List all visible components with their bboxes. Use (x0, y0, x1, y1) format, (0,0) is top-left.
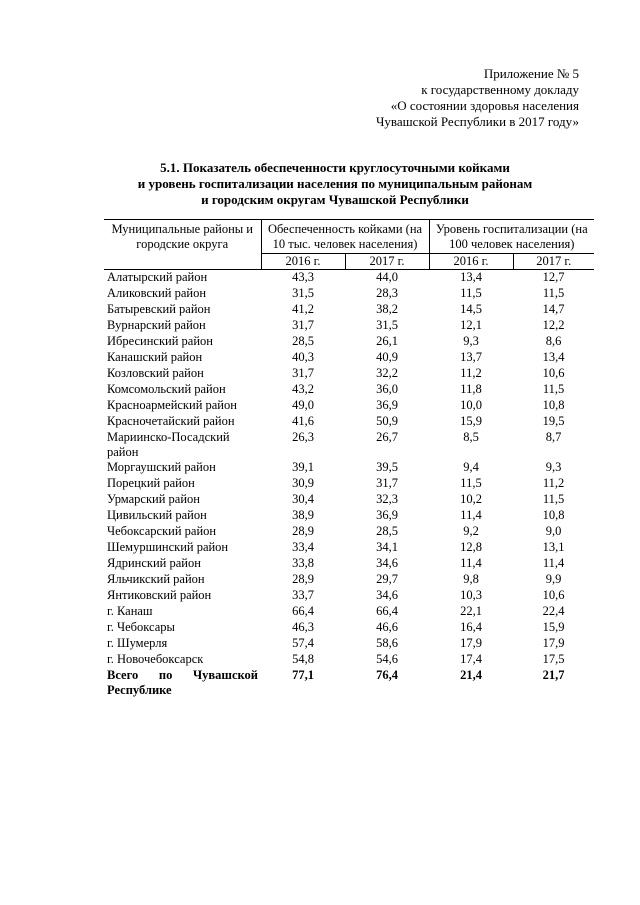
value-cell: 28,5 (376, 524, 398, 538)
value-cell: 11,2 (460, 366, 482, 380)
table-row (104, 604, 594, 620)
region-name: Канашский район (107, 350, 203, 364)
statistics-table (104, 219, 594, 698)
table-row (104, 430, 594, 460)
value-cell: 9,3 (463, 334, 479, 348)
value-cell: 9,0 (545, 524, 562, 538)
region-name: Урмарский район (107, 492, 200, 506)
value-cell: 22,4 (542, 604, 565, 618)
value-cell: 21,4 (460, 668, 482, 682)
table-row (104, 318, 594, 334)
table-row (104, 652, 594, 668)
region-name: Аликовский район (107, 286, 207, 300)
value-cell: 9,3 (545, 460, 562, 474)
table-row (104, 460, 594, 476)
region-name: Шемуршинский район (107, 540, 229, 554)
value-cell: 49,0 (292, 398, 314, 412)
value-cell: 26,1 (376, 334, 398, 348)
region-name: г. Чебоксары (107, 620, 175, 634)
value-cell: 36,9 (376, 398, 398, 412)
region-name: Яльчикский район (107, 572, 205, 586)
value-cell: 12,2 (542, 318, 565, 332)
value-cell: 31,7 (376, 476, 398, 490)
value-cell: 46,6 (376, 620, 398, 634)
region-name: Цивильский район (107, 508, 207, 522)
value-cell: 12,7 (542, 270, 565, 284)
value-cell: 14,5 (460, 302, 482, 316)
value-cell: 76,4 (376, 668, 398, 682)
value-cell: 13,4 (542, 350, 565, 364)
value-cell: 33,4 (292, 540, 314, 554)
value-cell: 8,6 (545, 334, 562, 348)
value-cell: 10,2 (460, 492, 482, 506)
value-cell: 36,9 (376, 508, 398, 522)
value-cell: 57,4 (292, 636, 314, 650)
value-cell: 28,3 (376, 286, 398, 300)
region-name: г. Шумерля (107, 636, 168, 650)
value-cell: 10,6 (542, 366, 565, 380)
value-cell: 36,0 (376, 382, 398, 396)
table-row (104, 398, 594, 414)
value-cell: 34,1 (376, 540, 398, 554)
value-cell: 11,5 (542, 286, 565, 300)
value-cell: 11,4 (460, 556, 482, 570)
table-row (104, 524, 594, 540)
value-cell: 28,5 (292, 334, 314, 348)
region-name: Комсомольский район (107, 382, 226, 396)
title-line: и городским округам Чувашской Республики (201, 192, 469, 207)
region-name: Козловский район (107, 366, 204, 380)
value-cell: 10,3 (460, 588, 482, 602)
value-cell: 21,7 (542, 668, 565, 682)
value-cell: 31,5 (292, 286, 314, 300)
region-name: Моргаушский район (107, 460, 216, 474)
value-cell: 33,7 (292, 588, 314, 602)
header-hospitalization: Уровень госпитализации (на 100 человек населения) (429, 220, 594, 254)
value-cell: 28,9 (292, 572, 314, 586)
value-cell: 40,3 (292, 350, 314, 364)
table-row (104, 414, 594, 430)
value-cell: 14,7 (542, 302, 565, 316)
table-row (104, 476, 594, 492)
table-row (104, 366, 594, 382)
value-cell: 54,6 (376, 652, 398, 666)
table-title (100, 160, 570, 208)
table-row (104, 620, 594, 636)
table-row (104, 286, 594, 302)
table-row-total (104, 668, 594, 698)
header-region: Муниципальные районы и городские округа (104, 220, 261, 270)
value-cell: 8,7 (545, 430, 562, 444)
table-row (104, 572, 594, 588)
value-cell: 66,4 (292, 604, 314, 618)
region-name: Алатырский район (107, 270, 208, 284)
appendix-line: «О состоянии здоровья населения (390, 98, 579, 113)
value-cell: 11,5 (542, 492, 565, 506)
title-line: и уровень госпитализации населения по муниципальным районам (137, 176, 533, 191)
region-name: Ибресинский район (107, 334, 213, 348)
header-year: 2016 г. (429, 254, 513, 270)
value-cell: 11,4 (460, 508, 482, 522)
table-body (104, 270, 594, 699)
value-cell: 38,2 (376, 302, 398, 316)
value-cell: 38,9 (292, 508, 314, 522)
value-cell: 11,8 (460, 382, 482, 396)
value-cell: 33,8 (292, 556, 314, 570)
value-cell: 11,5 (542, 382, 565, 396)
value-cell: 32,3 (376, 492, 398, 506)
header-year: 2016 г. (261, 254, 345, 270)
value-cell: 41,6 (292, 414, 314, 428)
value-cell: 30,9 (292, 476, 314, 490)
table-row (104, 508, 594, 524)
region-name: Вурнарский район (107, 318, 206, 332)
value-cell: 26,3 (292, 430, 314, 444)
value-cell: 9,9 (545, 572, 562, 586)
value-cell: 12,8 (460, 540, 482, 554)
region-name: Янтиковский район (107, 588, 212, 602)
value-cell: 15,9 (542, 620, 565, 634)
value-cell: 50,9 (376, 414, 398, 428)
value-cell: 10,0 (460, 398, 482, 412)
region-name: Ядринский район (107, 556, 201, 570)
region-name: Красноармейский район (107, 398, 237, 412)
region-name: Красночетайский район (107, 414, 235, 428)
table-row (104, 636, 594, 652)
value-cell: 10,8 (542, 508, 565, 522)
value-cell: 10,6 (542, 588, 565, 602)
value-cell: 8,5 (463, 430, 479, 444)
value-cell: 41,2 (292, 302, 314, 316)
value-cell: 13,1 (542, 540, 565, 554)
header-year: 2017 г. (345, 254, 429, 270)
value-cell: 11,4 (542, 556, 565, 570)
value-cell: 9,2 (463, 524, 479, 538)
value-cell: 13,4 (460, 270, 482, 284)
value-cell: 66,4 (376, 604, 398, 618)
value-cell: 31,7 (292, 366, 314, 380)
table-row (104, 350, 594, 366)
region-name: Порецкий район (107, 476, 195, 490)
table-row (104, 382, 594, 398)
value-cell: 10,8 (542, 398, 565, 412)
value-cell: 31,7 (292, 318, 314, 332)
value-cell: 77,1 (292, 668, 314, 682)
value-cell: 40,9 (376, 350, 398, 364)
value-cell: 30,4 (292, 492, 314, 506)
region-name: Чебоксарский район (107, 524, 217, 538)
value-cell: 29,7 (376, 572, 398, 586)
value-cell: 32,2 (376, 366, 398, 380)
value-cell: 11,5 (460, 476, 482, 490)
value-cell: 17,9 (542, 636, 565, 650)
value-cell: 43,2 (292, 382, 314, 396)
region-name: Всего по Чувашской Республике (107, 668, 258, 697)
value-cell: 44,0 (376, 270, 398, 284)
table-row (104, 588, 594, 604)
value-cell: 11,2 (542, 476, 565, 490)
header-year: 2017 г. (513, 254, 594, 270)
value-cell: 39,5 (376, 460, 398, 474)
region-name: Батыревский район (107, 302, 211, 316)
appendix-line: к государственному докладу (421, 82, 579, 97)
value-cell: 11,5 (460, 286, 482, 300)
region-name: Мариинско-Посадский район (107, 430, 230, 459)
value-cell: 26,7 (376, 430, 398, 444)
value-cell: 17,5 (542, 652, 565, 666)
appendix-line: Чувашской Республики в 2017 году» (375, 114, 579, 129)
table-row (104, 492, 594, 508)
table-row (104, 540, 594, 556)
value-cell: 17,4 (460, 652, 482, 666)
table-row (104, 334, 594, 350)
value-cell: 16,4 (460, 620, 482, 634)
value-cell: 34,6 (376, 556, 398, 570)
value-cell: 15,9 (460, 414, 482, 428)
table-row (104, 556, 594, 572)
table-header (104, 220, 594, 270)
value-cell: 46,3 (292, 620, 314, 634)
table-row (104, 302, 594, 318)
value-cell: 17,9 (460, 636, 482, 650)
value-cell: 12,1 (460, 318, 482, 332)
value-cell: 9,4 (463, 460, 479, 474)
table-row (104, 270, 594, 287)
value-cell: 39,1 (292, 460, 314, 474)
value-cell: 43,3 (292, 270, 314, 284)
header-beds: Обеспеченность койками (на 10 тыс. человек населения) (261, 220, 429, 254)
title-line: 5.1. Показатель обеспеченности круглосуточными койками (160, 160, 510, 175)
value-cell: 19,5 (542, 414, 565, 428)
value-cell: 58,6 (376, 636, 398, 650)
value-cell: 31,5 (376, 318, 398, 332)
appendix-note (330, 66, 579, 130)
value-cell: 22,1 (460, 604, 482, 618)
value-cell: 9,8 (463, 572, 479, 586)
value-cell: 54,8 (292, 652, 314, 666)
region-name: г. Канаш (107, 604, 153, 618)
value-cell: 28,9 (292, 524, 314, 538)
value-cell: 34,6 (376, 588, 398, 602)
value-cell: 13,7 (460, 350, 482, 364)
appendix-line: Приложение № 5 (483, 66, 579, 81)
region-name: г. Новочебоксарск (107, 652, 204, 666)
